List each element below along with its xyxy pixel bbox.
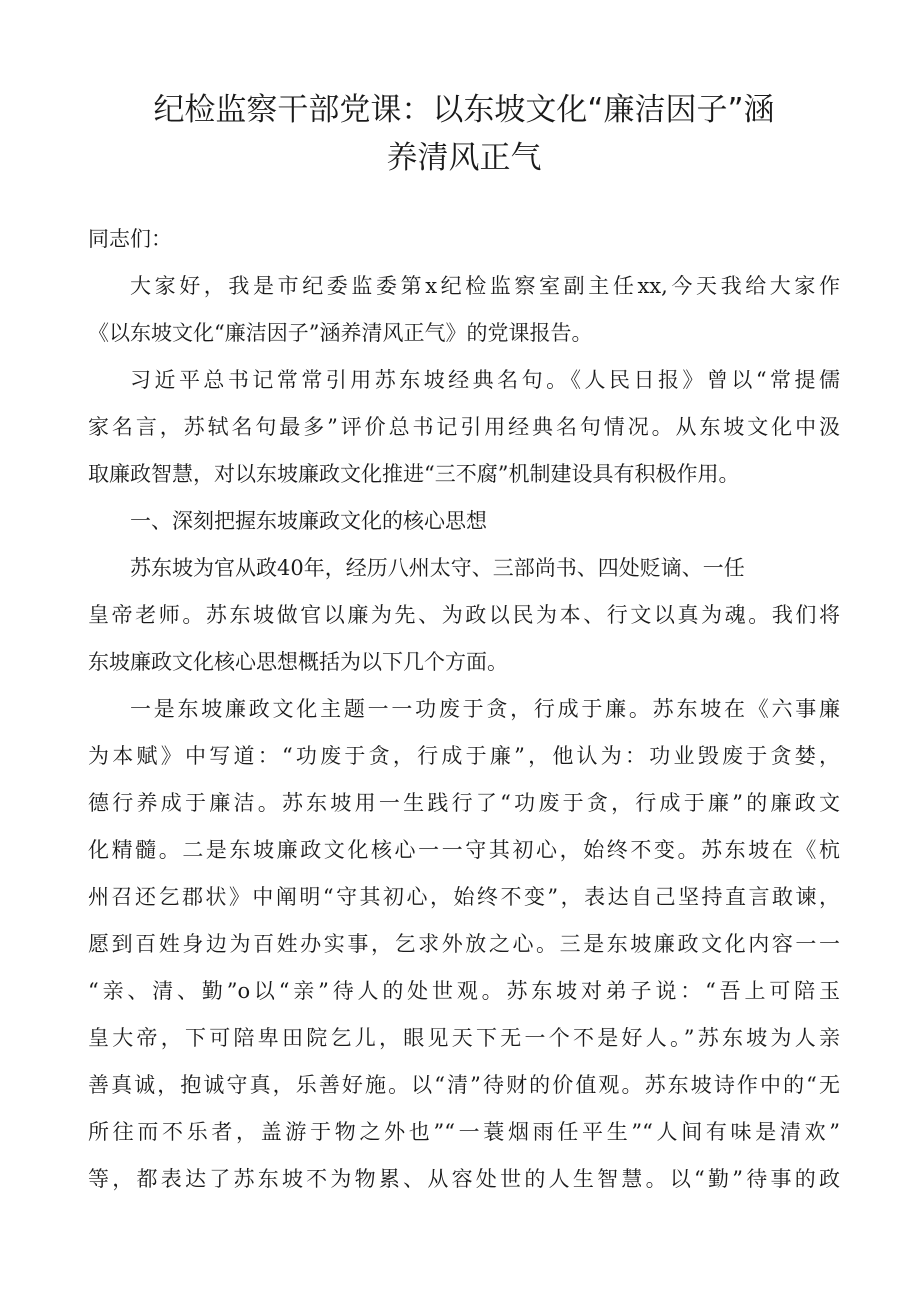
document-title [88,86,840,182]
text-line: 大家好，我是市纪委监委第x纪检监察室副主任xx,今天我给大家作 [130,274,840,298]
document-page [88,86,840,1203]
paragraph-core-ideas [88,686,840,1203]
text-line: 苏东坡为官从政40年，经历八州太守、三部尚书、四处贬谪、一任 [130,556,745,580]
text-line: 皇大帝，下可陪卑田院乞儿，眼见天下无一个不是好人。”苏东坡为人亲 [88,1026,840,1050]
paragraph-opening [88,263,840,357]
text-line: 愿到百姓身边为百姓办实事，乞求外放之心。三是东坡廉政文化内容一一 [88,932,840,956]
text-line: 东坡廉政文化核心思想概括为以下几个方面。 [88,650,508,674]
text-line: 善真诚，抱诚守真，乐善好施。以“清”待财的价值观。苏东坡诗作中的“无 [88,1073,840,1097]
text-line: 州召还乞郡状》中阐明“守其初心，始终不变”，表达自己坚持直言敢谏， [88,885,840,909]
title-line: 纪检监察干部党课：以东坡文化“廉洁因子”涵 [153,92,775,128]
text-line: “亲、清、勤”o以“亲”待人的处世观。苏东坡对弟子说：“吾上可陪玉 [88,979,840,1003]
paragraph-career [88,545,840,686]
text-line: 一是东坡廉政文化主题一一功废于贪，行成于廉。苏东坡在《六事廉 [130,697,840,721]
text-line: 家名言，苏轼名句最多”评价总书记引用经典名句情况。从东坡文化中汲 [88,415,840,439]
text-line: 《以东坡文化“廉洁因子”涵养清风正气》的党课报告。 [88,321,593,345]
text-line: 取廉政智慧，对以东坡廉政文化推进“三不腐”机制建设具有积极作用。 [88,462,740,486]
text-line: 等，都表达了苏东坡不为物累、从容处世的人生智慧。以“勤”待事的政 [88,1167,840,1191]
greeting: 同志们： [88,227,172,251]
section-heading [88,498,840,545]
text-line: 习近平总书记常常引用苏东坡经典名句。《人民日报》曾以“常提儒 [130,368,840,392]
text-line: 为本赋》中写道：“功废于贪，行成于廉”，他认为：功业毁废于贪婪， [88,744,840,768]
title-line: 养清风正气 [386,140,542,176]
text-line: 皇帝老师。苏东坡做官以廉为先、为政以民为本、行文以真为魂。我们将 [88,603,840,627]
text-line: 化精髓。二是东坡廉政文化核心一一守其初心，始终不变。苏东坡在《杭 [88,838,840,862]
text-line: 德行养成于廉洁。苏东坡用一生践行了“功废于贪，行成于廉”的廉政文 [88,791,840,815]
text-line: 所往而不乐者，盖游于物之外也”“一蓑烟雨任平生”“人间有味是清欢” [88,1120,840,1144]
paragraph-quote-context [88,357,840,498]
text-line: 一、深刻把握东坡廉政文化的核心思想 [130,509,487,533]
